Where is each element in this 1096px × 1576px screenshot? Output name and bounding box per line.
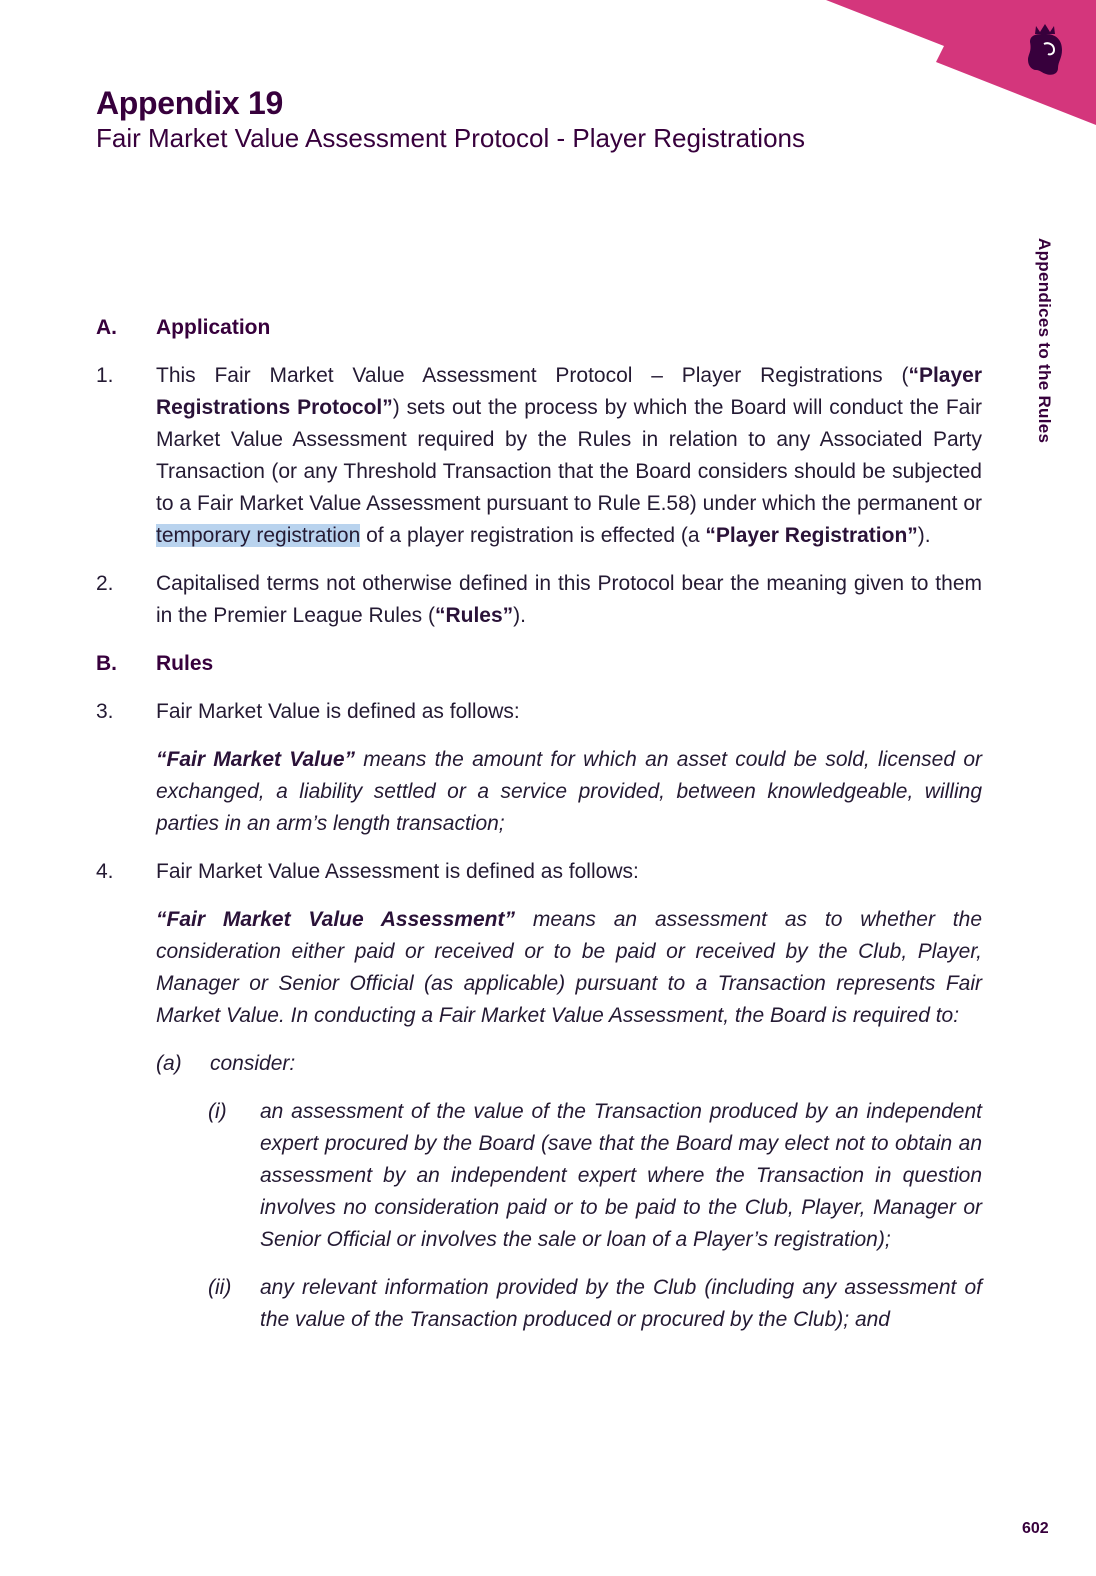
text-run: ) sets out the process by which the Board will conduct the Fair Market Value Assessment required by the Rules in relation to any Associated Party Transaction (or any Threshold Transaction that the Board considers should be subjected to a Fair Market Value Assessment pursuant to Rule E.58) under which the permanent or xyxy=(156,396,982,515)
paragraph-number: 3. xyxy=(96,700,114,723)
premier-league-lion-icon xyxy=(1022,22,1068,78)
page-number: 602 xyxy=(1022,1520,1049,1537)
section-title: Application xyxy=(156,316,271,339)
definition-text: means the amount for which an asset could be sold, licensed or exchanged, a liability settled or a service provided, between knowledgeable, willing parties in an arm’s length transaction; xyxy=(156,748,982,835)
sub-item-label: (i) xyxy=(208,1100,227,1123)
text-run: of a player registration is effected (a xyxy=(360,524,706,547)
sub-item-label: (a) xyxy=(156,1052,182,1075)
text-run: ). xyxy=(513,604,526,627)
paragraph-text: Fair Market Value is defined as follows: xyxy=(156,700,520,723)
defined-term: “Player Registration” xyxy=(705,524,918,547)
paragraph-3 xyxy=(96,696,982,728)
paragraph-text: Fair Market Value Assessment is defined as follows: xyxy=(156,860,639,883)
page-subtitle: Fair Market Value Assessment Protocol - Player Registrations xyxy=(96,123,806,153)
sub-item-text: any relevant information provided by the Club (including any assessment of the value of the Transaction produced or procured by the Club); and xyxy=(260,1276,982,1331)
section-a-heading xyxy=(96,312,982,344)
page-heading xyxy=(96,84,805,154)
paragraph-text xyxy=(156,360,982,552)
selected-text-highlight[interactable]: temporary registration xyxy=(156,524,361,547)
side-tab-label: Appendices to the Rules xyxy=(1035,238,1054,444)
sub-item-text: consider: xyxy=(210,1052,296,1075)
paragraph-number: 1. xyxy=(96,364,114,387)
paragraph-number: 2. xyxy=(96,572,114,595)
sub-item-ii xyxy=(208,1272,982,1336)
paragraph-1 xyxy=(96,360,982,552)
defined-term: “Fair Market Value Assessment” xyxy=(156,908,515,931)
definition-fair-market-value xyxy=(156,744,982,840)
definition-fair-market-value-assessment xyxy=(156,904,982,1032)
text-run: ). xyxy=(917,524,931,547)
section-title: Rules xyxy=(156,652,214,675)
sub-item-a xyxy=(156,1048,982,1080)
page-title: Appendix 19 xyxy=(96,85,283,121)
text-run: Capitalised terms not otherwise defined in this Protocol bear the meaning given to them in the Premier League Rules ( xyxy=(156,572,982,627)
paragraph-number: 4. xyxy=(96,860,114,883)
section-letter: B. xyxy=(96,652,117,675)
text-run: This Fair Market Value Assessment Protocol – Player Registrations ( xyxy=(156,364,909,387)
paragraph-4 xyxy=(96,856,982,888)
defined-term: “Player Registrations Protocol” xyxy=(156,364,982,419)
section-letter: A. xyxy=(96,316,117,339)
definition-text: means an assessment as to whether the consideration either paid or received or to be paid or received by the Club, Player, Manager or Senior Official (as applicable) pursuant to a Transaction represents Fair Market Value. In conducting a Fair Market Value Assessment, the Board is required to: xyxy=(156,908,982,1027)
document-body xyxy=(96,312,982,1352)
defined-term: “Rules” xyxy=(434,604,514,627)
paragraph-2 xyxy=(96,568,982,632)
sub-item-text: an assessment of the value of the Transaction produced by an independent expert procured by the Board (save that the Board may elect not to obtain an assessment by an independent expert where the Transaction in question involves no consideration paid or to be paid to the Club, Player, Manager or Senior Official or involves the sale or loan of a Player’s registration); xyxy=(260,1100,982,1251)
defined-term: “Fair Market Value” xyxy=(156,748,356,771)
paragraph-text xyxy=(156,568,982,632)
sub-item-label: (ii) xyxy=(208,1276,232,1299)
sub-item-i xyxy=(208,1096,982,1256)
section-b-heading xyxy=(96,648,982,680)
